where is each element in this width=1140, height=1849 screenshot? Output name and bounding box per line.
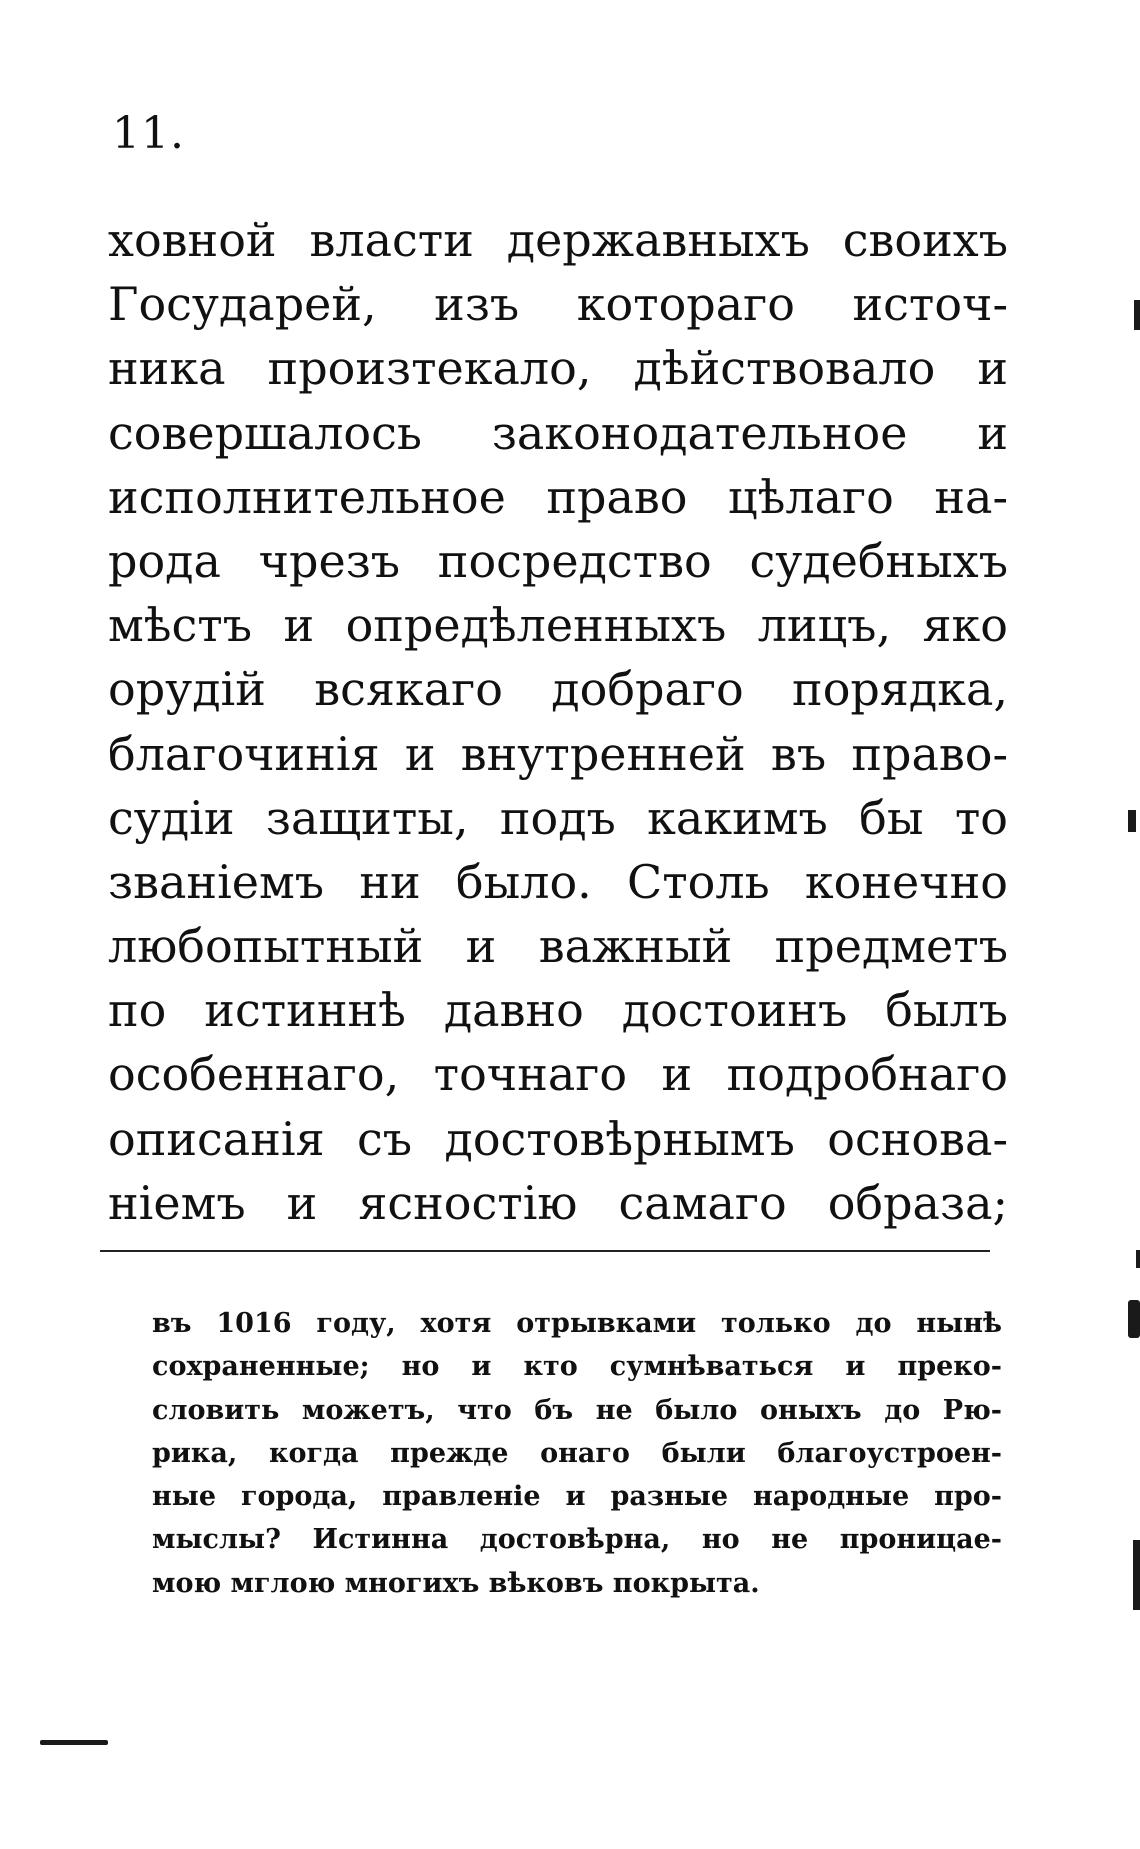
footnote-line: ные города, правленiе и разные народные про- bbox=[152, 1481, 1002, 1513]
text-line: званiемъ ни было. Столь конечно bbox=[108, 854, 1008, 909]
footnote-line: сохраненные; но и кто сумнѣваться и преко- bbox=[152, 1351, 1002, 1383]
footnote-line: мыслы? Истинна достовѣрна, но не проницае- bbox=[152, 1524, 1002, 1556]
text-line: ника произтекало, дѣйствовало и bbox=[108, 341, 1008, 396]
ink-bleed-mark bbox=[1136, 1250, 1140, 1268]
ink-bleed-mark bbox=[1128, 1300, 1140, 1338]
page-number: 11. bbox=[112, 108, 185, 159]
text-line: нiемъ и ясностiю самаго образа; bbox=[108, 1175, 1008, 1230]
footnote-line: словить можетъ, что бъ не было оныхъ до Рю- bbox=[152, 1394, 1002, 1426]
ink-bleed-mark bbox=[1134, 300, 1140, 330]
footnote-line: въ 1016 году, хотя отрывками только до нынѣ bbox=[152, 1308, 1002, 1339]
text-line: по истиннѣ давно достоинъ былъ bbox=[108, 983, 1008, 1038]
footnote-block bbox=[152, 1302, 1002, 1605]
footnote-line: рика, когда прежде онаго были благоустроен- bbox=[152, 1437, 1002, 1469]
text-line: рода чрезъ посредство судебныхъ bbox=[108, 533, 1008, 588]
text-line: исполнительное право цѣлаго на- bbox=[108, 469, 1008, 524]
text-line: благочинiя и внутренней въ право- bbox=[108, 726, 1008, 781]
text-line: орудiй всякаго добраго порядка, bbox=[108, 662, 1008, 717]
ink-smudge-mark bbox=[40, 1740, 108, 1745]
ink-bleed-mark bbox=[1133, 1540, 1140, 1610]
footnote-divider bbox=[100, 1250, 990, 1252]
text-line: описанiя съ достовѣрнымъ основа- bbox=[108, 1111, 1008, 1166]
text-line: совершалось законодательное и bbox=[108, 405, 1008, 460]
footnote-line: мою мглою многихъ вѣковъ покрыта. bbox=[152, 1567, 760, 1599]
text-line: судiи защиты, подъ какимъ бы то bbox=[108, 790, 1008, 845]
text-line: Государей, изъ котораго источ- bbox=[108, 277, 1008, 332]
text-line: мѣстъ и опредѣленныхъ лицъ, яко bbox=[108, 598, 1008, 653]
main-text-block bbox=[108, 208, 1008, 1235]
ink-bleed-mark bbox=[1128, 810, 1136, 832]
text-line: ховной власти державныхъ своихъ bbox=[108, 213, 1008, 267]
text-line: любопытный и важный предметъ bbox=[108, 919, 1008, 974]
text-line: особеннаго, точнаго и подробнаго bbox=[108, 1047, 1008, 1102]
